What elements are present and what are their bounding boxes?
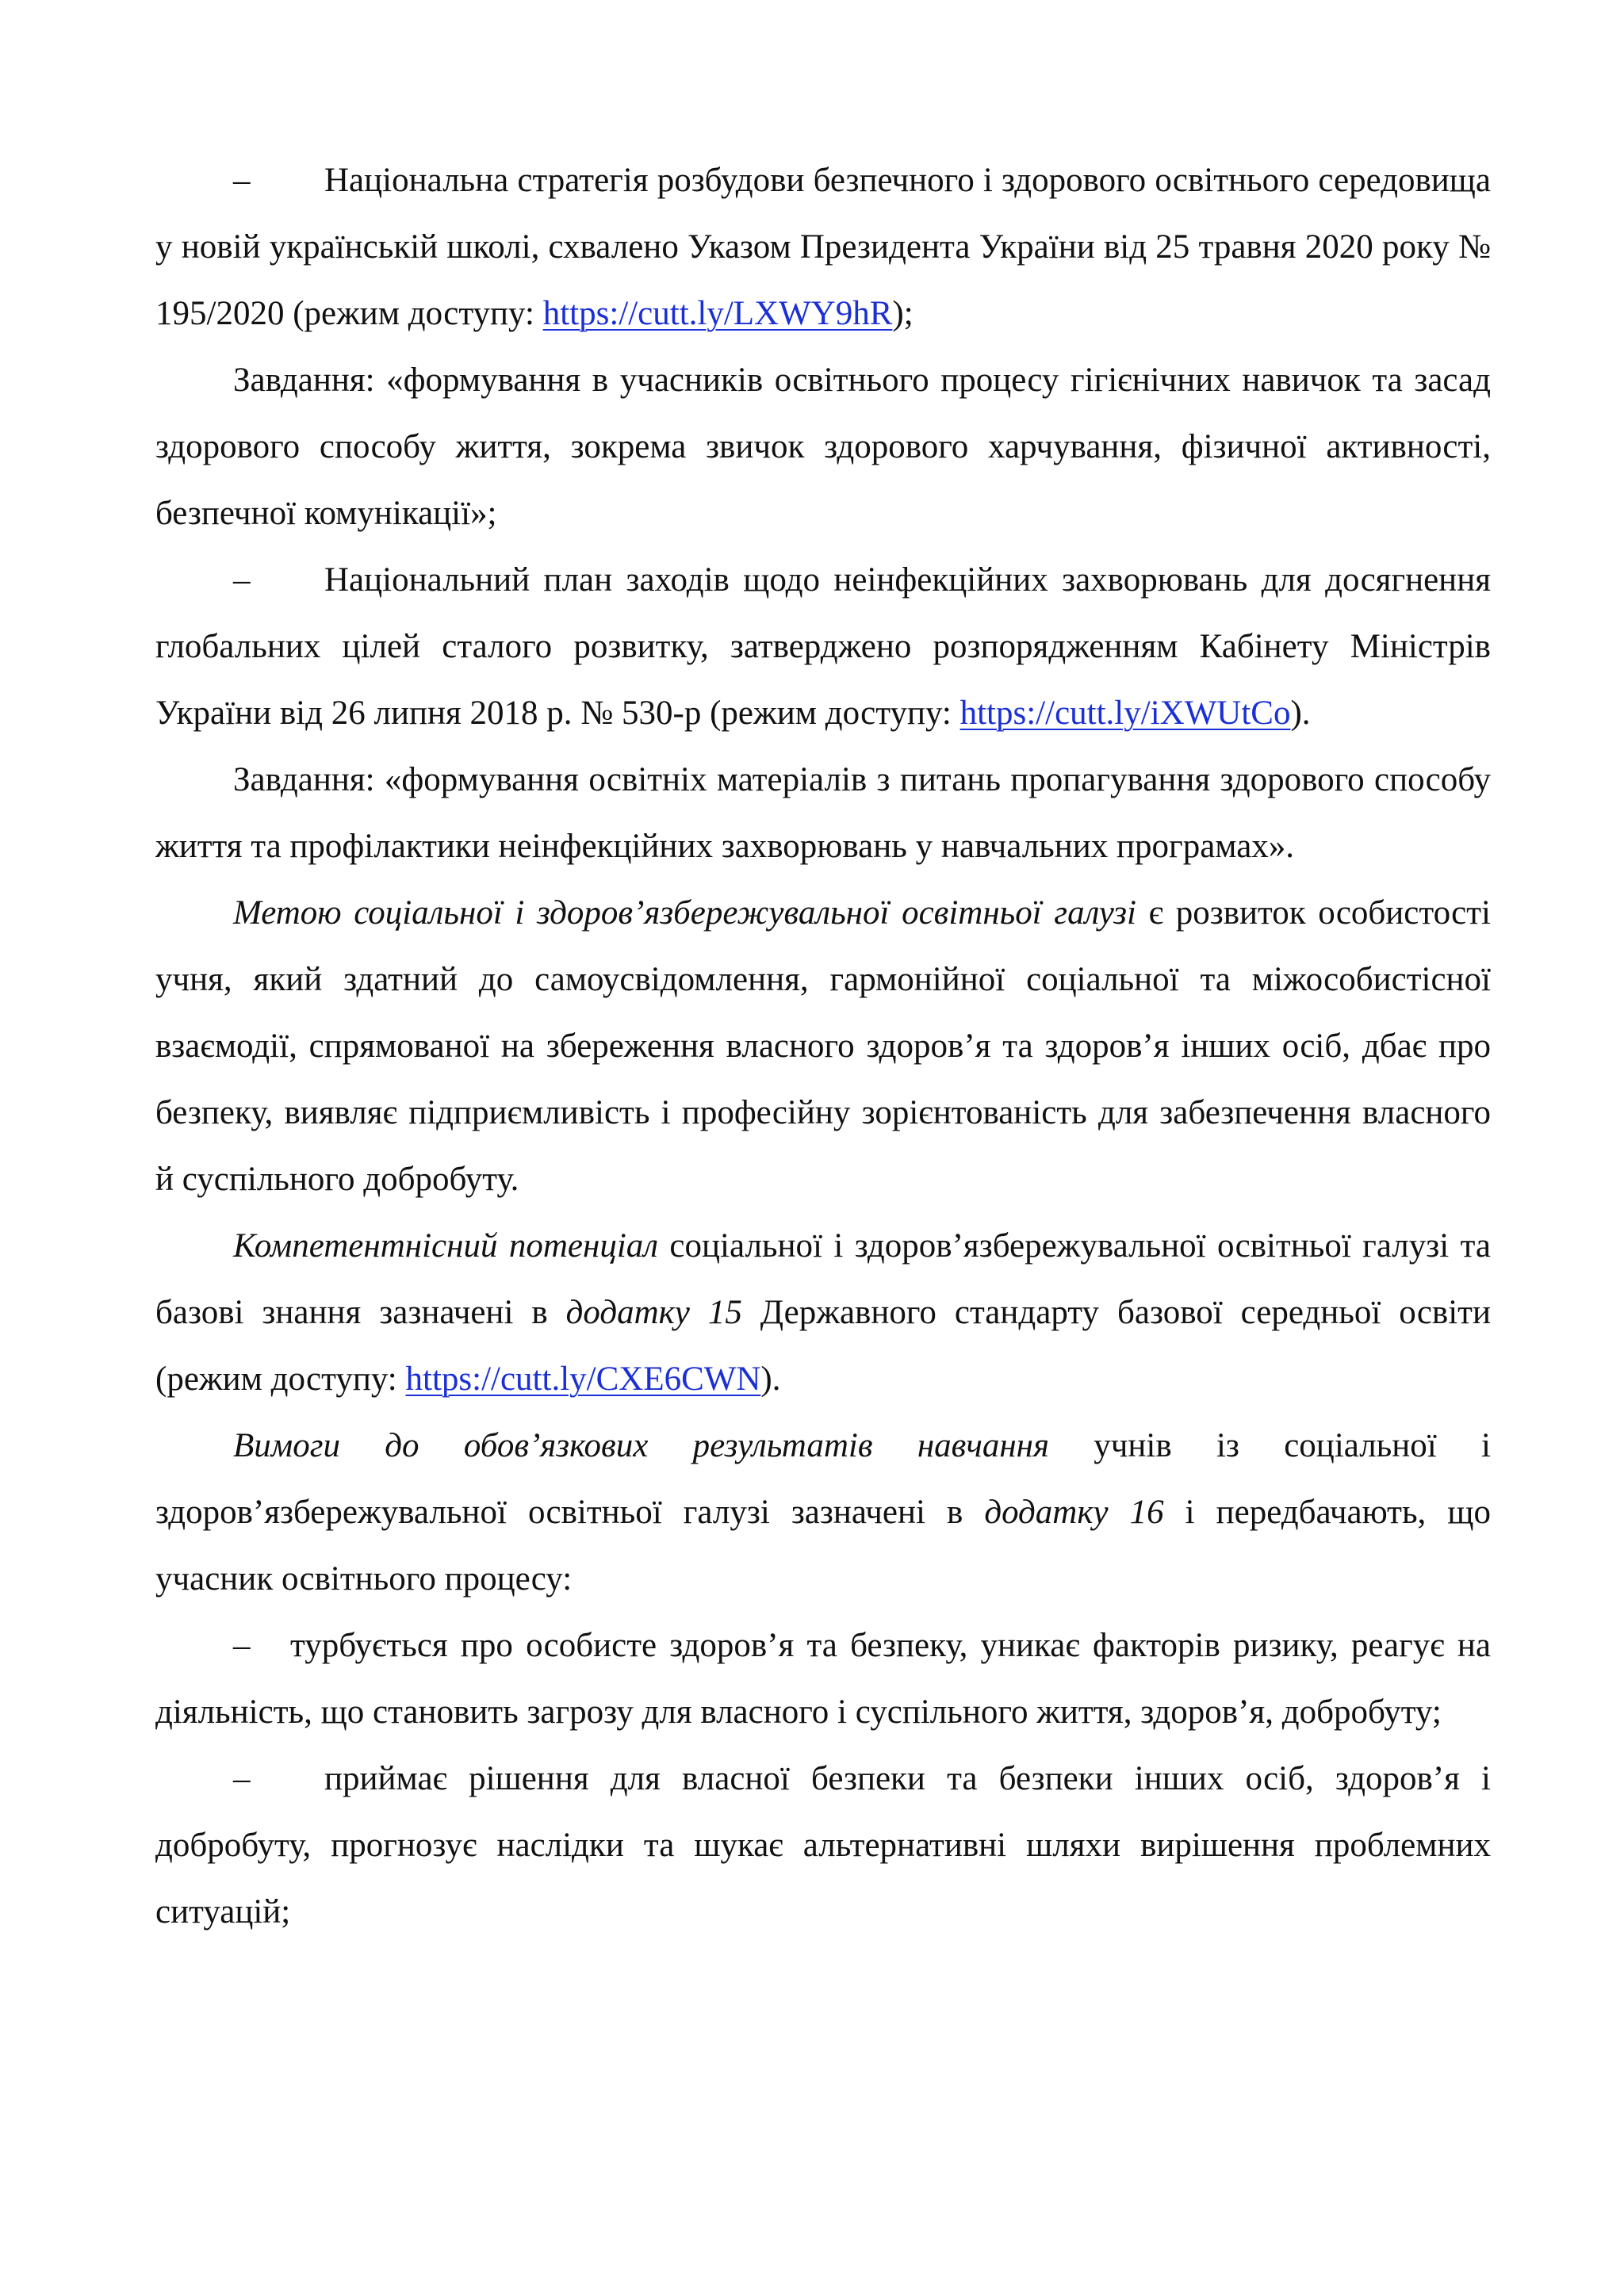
emphasis-competence: Компетентнісний потенціал [233,1227,659,1265]
paragraph-competence [155,1213,1491,1413]
paragraph-text-end: ). [1290,695,1311,732]
paragraph-requirements [155,1413,1491,1613]
emphasis-requirements: Вимоги до обов’язкових результатів навчання [233,1427,1049,1464]
link-plan[interactable]: https://cutt.ly/iXWUtCo [959,695,1291,732]
paragraph-text: і передбачають, що учасник освітнього процесу: [155,1494,1491,1598]
list-dash: – [233,1627,251,1664]
list-item-health [155,1613,1491,1746]
list-dash: – [233,561,251,599]
list-dash: – [233,162,251,199]
paragraph-text: учнів із соціальної і здоров’язбережувальної освітньої галузі зазначені в [155,1427,1491,1531]
paragraph-text: соціальної і здоров’язбережувальної освітньої галузі та базові знання зазначені в [155,1227,1491,1331]
paragraph-text: Завдання: «формування в учасників освітнього процесу гігієнічних навичок та засад здорового способу життя, зокрема звичок здорового харчування, фізичної активності, безпечної комунікації»; [155,362,1491,532]
emphasis-appendix-16: додатку 16 [984,1494,1164,1531]
emphasis-appendix-15: додатку 15 [565,1294,742,1331]
paragraph-text: Національний план заходів щодо неінфекційних захворювань для досягнення глобальних цілей сталого розвитку, затверджено розпорядженням Кабінету Міністрів України від 26 липня 2018 р. № 530-р (режим доступу: [155,561,1491,732]
link-standard[interactable]: https://cutt.ly/CXE6CWN [405,1360,761,1398]
document-body [155,147,1491,1946]
link-strategy[interactable]: https://cutt.ly/LXWY9hR [542,295,893,332]
list-dash: – [233,1760,251,1797]
paragraph-task-1 [155,347,1491,547]
paragraph-national-plan [155,547,1491,747]
paragraph-task-2 [155,747,1491,880]
paragraph-text: є розвиток особистості учня, який здатний до самоусвідомлення, гармонійної соціальної та міжособистісної взаємодії, спрямованої на збереження власного здоров’я та здоров’я інших осіб, дбає про безпеку, виявляє підприємливість і професійну зорієнтованість для забезпечення власного й суспільного добробуту. [155,894,1492,1198]
paragraph-national-strategy [155,147,1491,347]
paragraph-text: приймає рішення для власної безпеки та безпеки інших осіб, здоров’я і добробуту, прогнозує наслідки та шукає альтернативні шляхи вирішення проблемних ситуацій; [155,1760,1491,1931]
paragraph-text: Завдання: «формування освітніх матеріалів з питань пропагування здорового способу життя та профілактики неінфекційних захворювань у навчальних програмах». [155,761,1491,865]
paragraph-text: Державного стандарту базової середньої освіти (режим доступу: [155,1294,1491,1398]
paragraph-text: Національна стратегія розбудови безпечного і здорового освітнього середовища у новій українській школі, схвалено Указом Президента України від 25 травня 2020 року № 195/2020 (режим доступу: [155,162,1491,332]
list-item-decisions [155,1746,1491,1946]
paragraph-text-end: ); [892,295,914,332]
paragraph-text: турбується про особисте здоров’я та безпеку, уникає факторів ризику, реагує на діяльність, що становить загрозу для власного і суспільного життя, здоров’я, добробуту; [155,1627,1491,1731]
paragraph-goal [155,880,1491,1213]
paragraph-text-end: ). [760,1360,781,1398]
emphasis-goal: Метою соціальної і здоров’язбережувальної освітньої галузі [233,894,1137,932]
